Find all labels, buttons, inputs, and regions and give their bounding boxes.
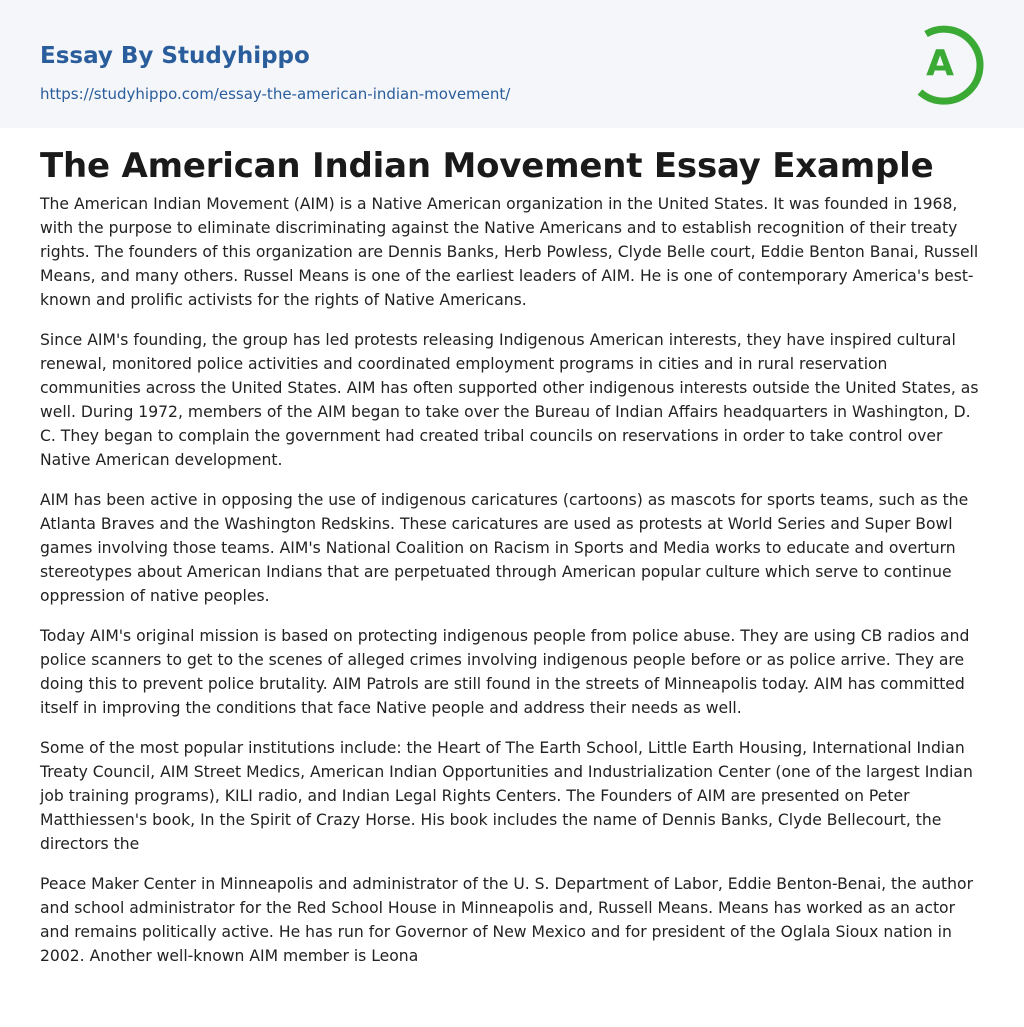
article-paragraph: Today AIM's original mission is based on protecting indigenous people from police abuse. They are using CB radios and police scanners to get to the scenes of alleged crimes involving indigenous people before or as police arrive. They are doing this to prevent police brutality. AIM Patrols are still found in the streets of Minneapolis today. AIM has committed itself in improving the conditions that face Native people and address their needs as well. xyxy=(40,627,970,717)
page-title: The American Indian Movement Essay Example xyxy=(40,146,934,186)
site-brand[interactable]: Essay By Studyhippo xyxy=(40,43,310,69)
site-header xyxy=(0,0,1024,128)
logo-letter: A xyxy=(926,43,954,84)
article-paragraph: The American Indian Movement (AIM) is a Native American organization in the United States. It was founded in 1968, with the purpose to eliminate discriminating against the Native Americans and to establish recognition of their treaty rights. The founders of this organization are Dennis Banks, Herb Powless, Clyde Belle court, Eddie Benton Banai, Russell Means, and many others. Russel Means is one of the earliest leaders of AIM. He is one of contemporary America's best-known and prolific activists for the rights of Native Americans. xyxy=(40,195,979,309)
article-paragraph: Some of the most popular institutions include: the Heart of The Earth School, Little Earth Housing, International Indian Treaty Council, AIM Street Medics, American Indian Opportunities and Industrialization Center (one of the largest Indian job training programs), KILI radio, and Indian Legal Rights Centers. The Founders of AIM are presented on Peter Matthiessen's book, In the Spirit of Crazy Horse. His book includes the name of Dennis Banks, Clyde Bellecourt, the directors the xyxy=(40,739,973,853)
article-paragraph: AIM has been active in opposing the use of indigenous caricatures (cartoons) as mascots for sports teams, such as the Atlanta Braves and the Washington Redskins. These caricatures are used as protests at World Series and Super Bowl games involving those teams. AIM's National Coalition on Racism in Sports and Media works to educate and overturn stereotypes about American Indians that are perpetuated through American popular culture which serve to continue oppression of native peoples. xyxy=(40,491,969,605)
article-paragraph: Peace Maker Center in Minneapolis and administrator of the U. S. Department of Labor, Eddie Benton-Benai, the author and school administrator for the Red School House in Minneapolis and, Russell Means. Means has worked as an actor and remains politically active. He has run for Governor of New Mexico and for president of the Oglala Sioux nation in 2002. Another well-known AIM member is Leona xyxy=(40,875,973,965)
article xyxy=(0,128,1024,968)
article-paragraph: Since AIM's founding, the group has led protests releasing Indigenous American interests, they have inspired cultural renewal, monitored police activities and coordinated employment programs in cities and in rural reservation communities across the United States. AIM has often supported other indigenous interests outside the United States, as well. During 1972, members of the AIM began to take over the Bureau of Indian Affairs headquarters in Washington, D. C. They began to complain the government had created tribal councils on reservations in order to take control over Native American development. xyxy=(40,331,979,469)
essay-url-link[interactable]: https://studyhippo.com/essay-the-american-indian-movement/ xyxy=(40,85,511,103)
studyhippo-logo-icon[interactable] xyxy=(912,18,988,106)
